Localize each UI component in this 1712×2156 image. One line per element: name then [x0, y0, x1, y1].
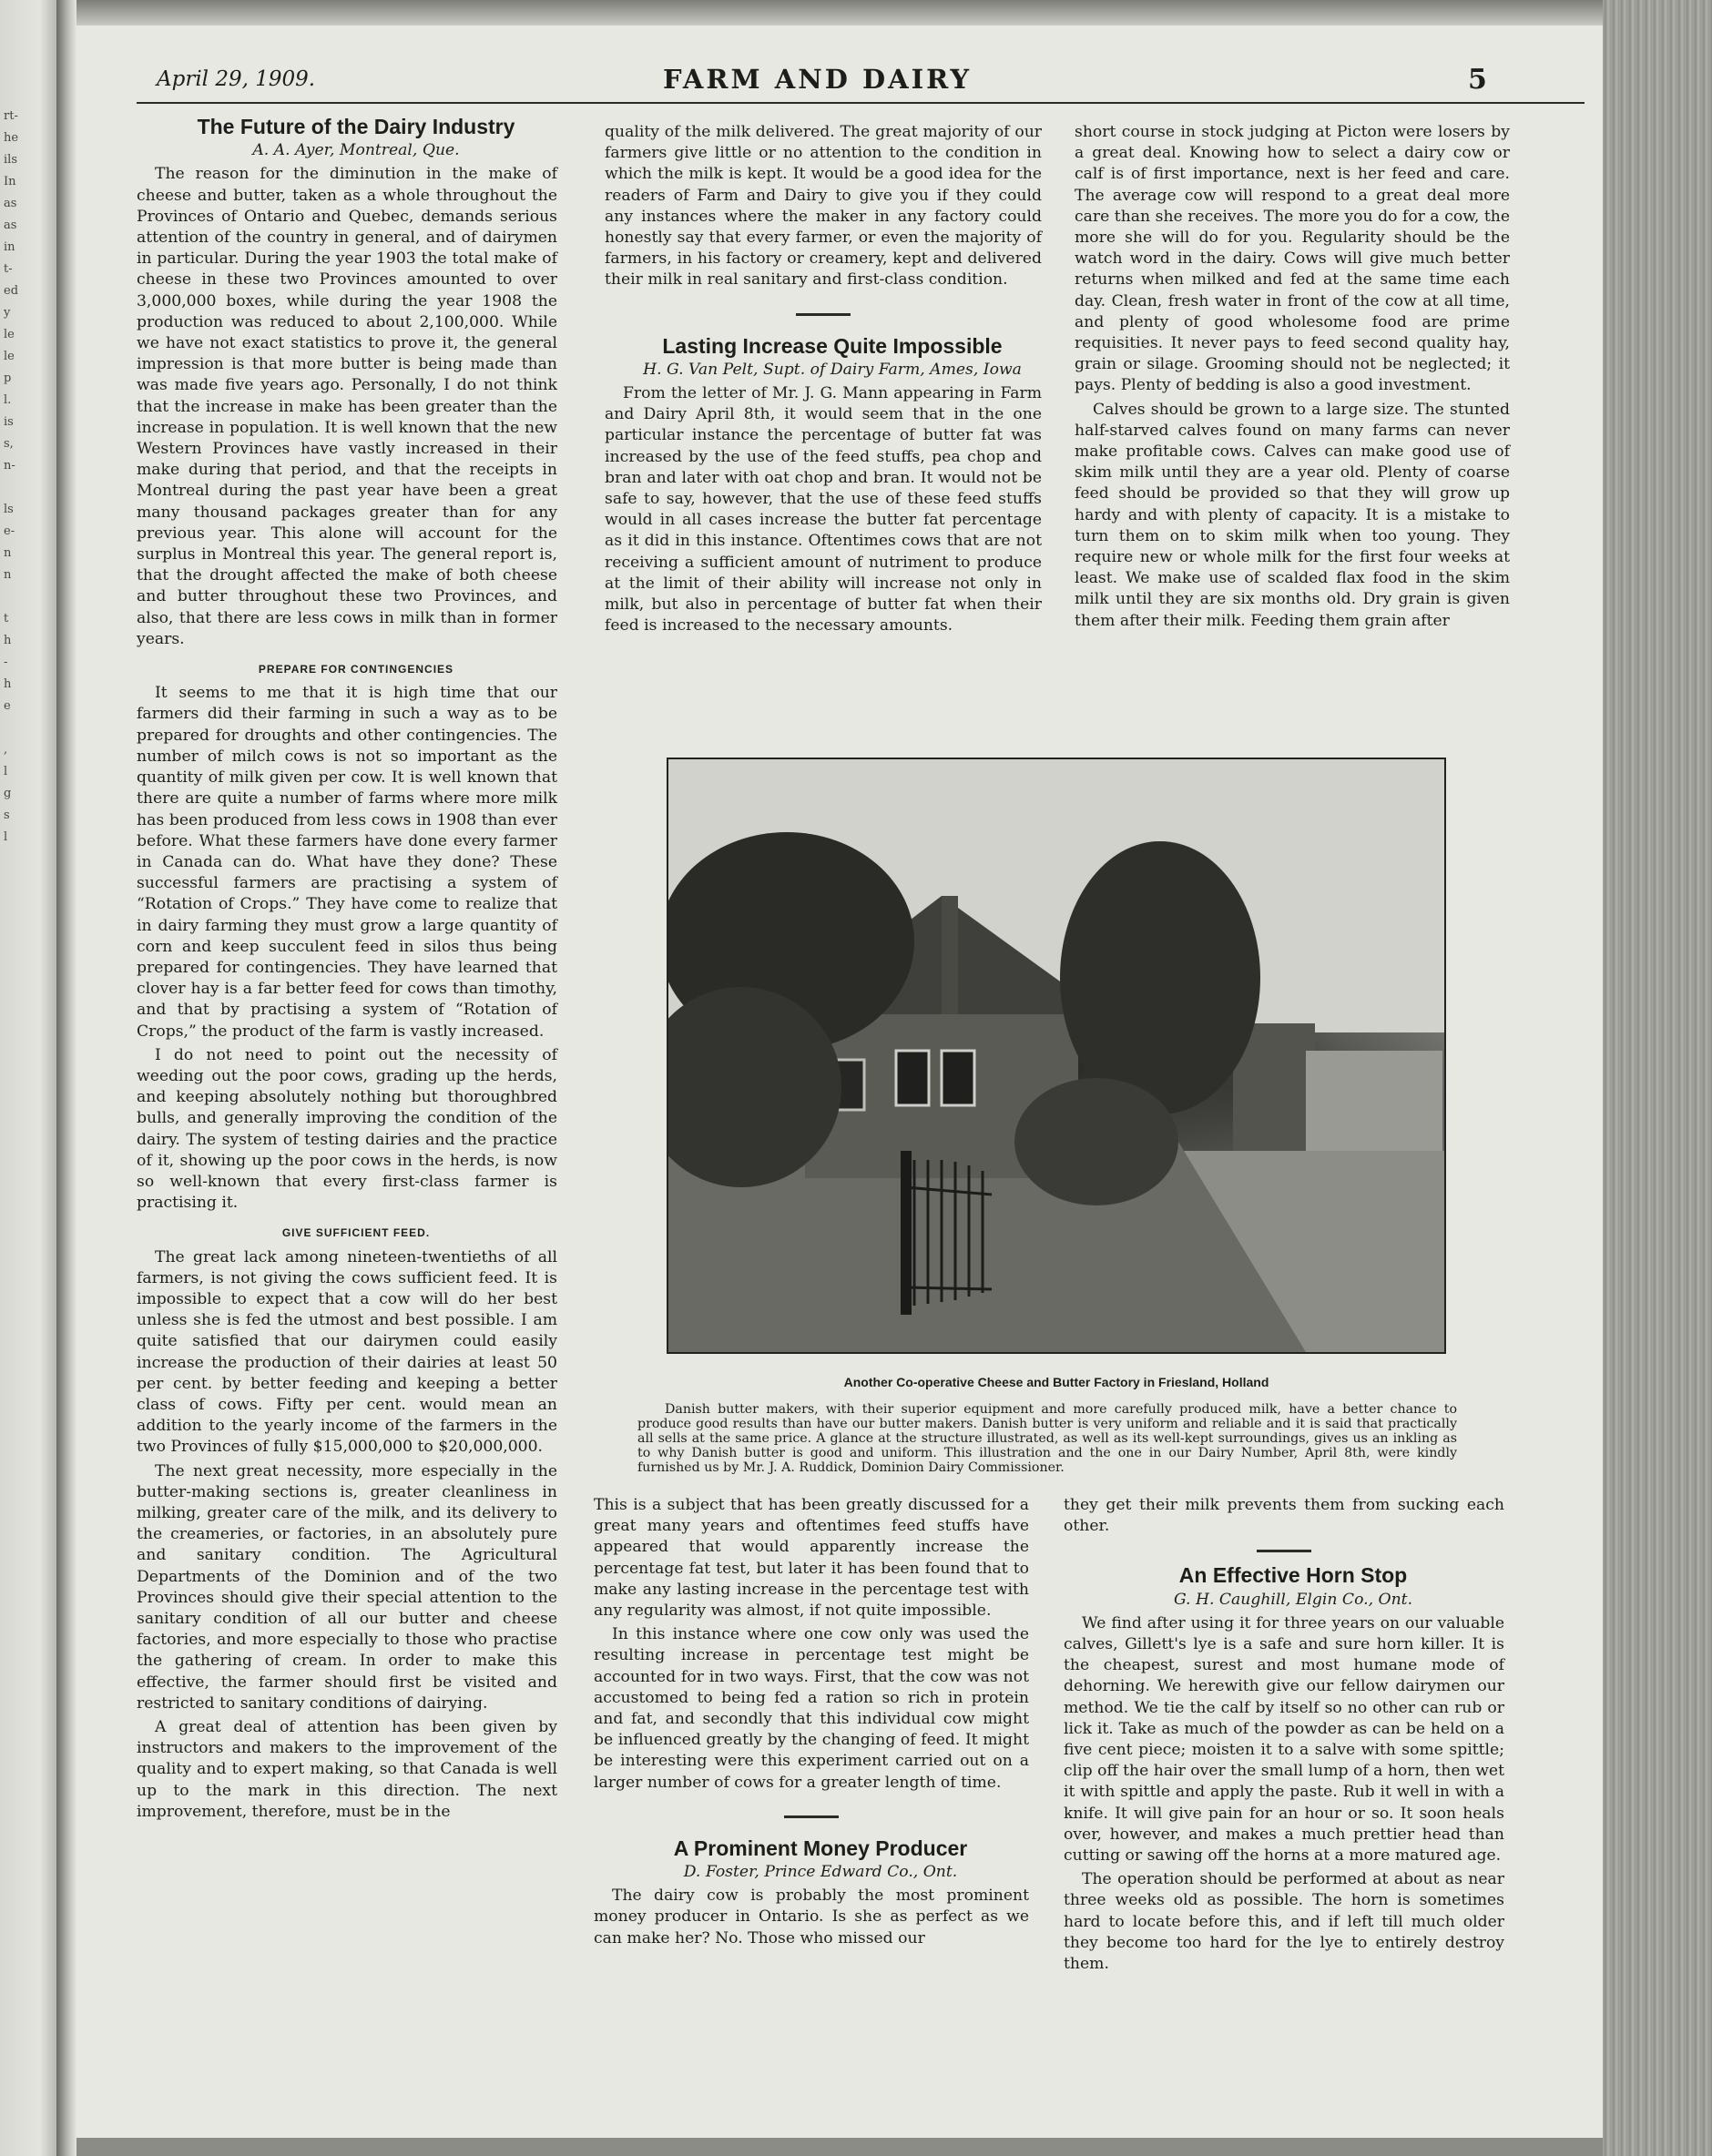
column-2-top — [605, 122, 1042, 639]
article-paragraph: We find after using it for three years on our valuable calves, Gillett's lye is a safe and sure horn killer. It is the cheapest, surest and most humane mode of dehorning. We herewith give our fellow dairymen our method. We tie the calf by itself so no other can rub or lick it. Take as much of the powder as can be held on a five cent piece; moisten it to a salve with some spittle; clip off the hair over the small lump of a horn, then wet it with spittle and apply the paste. Rub it well in with a knife. It will give pain for an hour or so. It soon heals over, however, and makes a much prettier head than cutting or sawing off the horns at a more matured age. — [1064, 1613, 1504, 1866]
column-2-bottom — [594, 1495, 1029, 1952]
article-headline: A Prominent Money Producer — [673, 1836, 968, 1860]
article-divider — [784, 1815, 839, 1818]
column-3-bottom — [1064, 1495, 1504, 1978]
adjacent-page-fragment: is — [4, 415, 14, 429]
adjacent-page-fragment: he — [4, 131, 19, 145]
adjacent-page-fragment: as — [4, 197, 17, 210]
adjacent-page-fragment: h — [4, 677, 12, 691]
adjacent-page-fragment: In — [4, 175, 16, 188]
article-divider — [796, 313, 851, 316]
adjacent-page-fragment: l — [4, 765, 8, 778]
article-paragraph: The next great necessity, more especially in the butter-making sections is, greater cleanliness in milking, greater care of the milk, and its delivery to the creameries, or factories, in an absolutely pure and sanitary condition. The Agricultural Departments of the Dominion and of the two Provinces should give their special attention to the sanitary condition of all our butter and cheese factories, and more especially to those who practise the gathering of cream. In order to make this effective, the farmer should first be visited and restricted to sanitary conditions of dairying. — [137, 1461, 557, 1713]
header-rule — [137, 102, 1585, 104]
adjacent-page-fragment: s, — [4, 437, 14, 451]
adjacent-page-fragment: s — [4, 808, 10, 822]
adjacent-page-fragment: n — [4, 568, 12, 582]
adjacent-page-fragment: ed — [4, 284, 19, 298]
article-paragraph: short course in stock judging at Picton were losers by a great deal. Knowing how to select a dairy cow or calf is of first importance, next is her feed and care. The average cow will respond to a great deal more care than she receives. The more you do for a cow, the more she will do for you. Regularity should be the watch word in the dairy. Cows will give much better returns when milked and fed at the same time each day. Clean, fresh water in front of the cow at all time, and plenty of good wholesome food are prime requisities. It never pays to feed second quality hay, grain or silage. Grooming should not be neglected; it pays. Plenty of bedding is also a good investment. — [1075, 123, 1510, 395]
article-paragraph: The reason for the diminution in the make of cheese and butter, taken as a whole throughout the Provinces of Ontario and Quebec, demands serious attention of the country in general, and of dairymen in particular. During the year 1903 the total make of cheese in these two Provinces amounted to over 3,000,000 boxes, while during the year 1908 the production was reduced to about 2,100,000. While we have not exact statistics to prove it, the general impression is that more butter is being made than was made five years ago. Personally, I do not think that the increase in make has been greater than the increase in population. It is well known that the new Western Provinces have vastly increased in their make during that period, and that the receipts in Montreal during the past year have been a great many thousand packages greater than for any previous year. This alone will account for the surplus in Montreal this year. The general report is, that the drought affected the make of both cheese and butter throughout these two Provinces, and also, that there are less cows in milk than in former years. — [137, 165, 557, 648]
article-paragraph: A great deal of attention has been given by instructors and makers to the improvement of the quality and to expert making, so that Canada is well up to the mark in this direction. The next improvement, therefore, must be in the — [137, 1718, 557, 1821]
article-paragraph: they get their milk prevents them from sucking each other. — [1064, 1496, 1504, 1536]
adjacent-page-fragment: t- — [4, 262, 13, 276]
article-paragraph: The operation should be performed at about as near three weeks old as possible. The horn is sometimes hard to locate before this, and if left till much older they become too hard for the lye to entirely destroy them. — [1064, 1870, 1504, 1974]
adjacent-page-fragment: l. — [4, 393, 12, 407]
adjacent-page-fragment: g — [4, 787, 12, 800]
adjacent-page-fragment: e — [4, 699, 11, 713]
article-byline: D. Foster, Prince Edward Co., Ont. — [683, 1863, 958, 1882]
adjacent-page-fragment: n — [4, 546, 12, 560]
adjacent-page-fragment: as — [4, 219, 17, 232]
factory-photograph — [667, 758, 1446, 1354]
issue-date: April 29, 1909. — [157, 67, 316, 91]
article-byline: H. G. Van Pelt, Supt. of Dairy Farm, Ames, Iowa — [643, 360, 1022, 379]
scan-bottom-shadow — [76, 2138, 1603, 2156]
column-3-top — [1075, 122, 1510, 635]
adjacent-page-fragment: t — [4, 612, 9, 625]
article-paragraph: quality of the milk delivered. The great majority of our farmers give little or no attention to the condition in which the milk is kept. It would be a good idea for the readers of Farm and Dairy to give you if they could any instances where the maker in any factory could honestly say that every farmer, or even the majority of farmers, in his factory or creamery, kept and delivered their milk in real sanitary and first-class condition. — [605, 123, 1042, 290]
factory-illustration — [668, 759, 1444, 1352]
column-1 — [137, 117, 557, 1825]
binding-gutter — [56, 0, 76, 2156]
adjacent-page-fragment: y — [4, 306, 11, 320]
article-paragraph: The great lack among nineteen-twentieths of all farmers, is not giving the cows sufficient feed. It is impossible to expect that a cow will do her best unless she is fed the utmost and best possible. I am quite satisfied that our dairymen could easily increase the production of their dairies at least 50 per cent. by better feeding and keeping a better class of cows. Fifty per cent. would mean an addition to the yearly income of the farmers in the two Provinces of fully $15,000,000 to $20,000,000. — [137, 1247, 557, 1457]
section-subhead: GIVE SUFFICIENT FEED. — [281, 1226, 431, 1240]
adjacent-page-fragment: p — [4, 371, 12, 385]
article-headline: The Future of the Dairy Industry — [197, 115, 515, 138]
photo-caption-body: Danish butter makers, with their superior equipment and more carefully produced milk, have a better chance to produce good results than have our butter makers. Danish butter is very uniform and reliable and it is said that practically all sells at the same price. A glance at the structure illustrated, as well as its well-kept surroundings, gives us an inkling as to why Danish butter is good and uniform. This illustration and the one in our Dairy Number, April 8th, were kindly furnished us by Mr. J. A. Ruddick, Dominion Dairy Commissioner. — [637, 1402, 1457, 1475]
adjacent-page-fragment: ls — [4, 503, 14, 516]
article-paragraph: In this instance where one cow only was used the resulting increase in percentage test might be accounted for in two ways. First, that the cow was not accustomed to being fed a ration so rich in protein and fat, and secondly that this individual cow might be influenced greatly by the changing of feed. It might be interesting were this experiment carried out on a larger number of cows for a greater length of time. — [594, 1625, 1029, 1792]
adjacent-page-fragment: l — [4, 830, 8, 844]
page-stack-edge — [1603, 0, 1712, 2156]
scan-top-shadow — [56, 0, 1603, 25]
adjacent-page-fragment: - — [4, 656, 8, 669]
publication-title: FARM AND DAIRY — [663, 64, 973, 95]
adjacent-page-fragment: le — [4, 350, 15, 363]
adjacent-page-fragment: ils — [4, 153, 17, 167]
adjacent-page-strip — [0, 0, 56, 2156]
adjacent-page-fragment: n- — [4, 459, 15, 473]
section-subhead: PREPARE FOR CONTINGENCIES — [258, 663, 454, 676]
article-headline: Lasting Increase Quite Impossible — [662, 333, 1003, 358]
article-paragraph: This is a subject that has been greatly discussed for a great many years and oftentimes feed stuffs have appeared that would apparently increase the percentage fat test, but later it has been found that to make any lasting increase in the percentage test with any regularity was almost, if not quite impossible. — [594, 1496, 1029, 1621]
adjacent-page-fragment: le — [4, 328, 15, 341]
adjacent-page-fragment: e- — [4, 524, 15, 538]
adjacent-page-fragment: rt- — [4, 109, 18, 123]
article-paragraph: From the letter of Mr. J. G. Mann appearing in Farm and Dairy April 8th, it would seem that in the one particular instance the percentage of butter fat was increased by the use of the feed stuffs, pea chop and bran and later with oat chop and bran. It would not be safe to say, however, that the use of these feed stuffs would in all cases increase the butter fat percentage as it did in this instance. Oftentimes cows that are not receiving a sufficient amount of nutriment to produce at the limit of their ability will increase not only in milk, but also in percentage of butter fat when their feed is increased to the necessary amounts. — [605, 384, 1042, 636]
page-number: 5 — [1468, 64, 1487, 96]
adjacent-page-fragment: in — [4, 240, 15, 254]
article-paragraph: I do not need to point out the necessity of weeding out the poor cows, grading up the herds, and keeping absolutely nothing but thoroughbred bulls, and generally improving the condition of the dairy. The system of testing dairies and the practice of it, showing up the poor cows in the herds, is now so well-known that every first-class farmer is practising it. — [137, 1045, 557, 1213]
article-paragraph: The dairy cow is probably the most prominent money producer in Ontario. Is she as perfect as we can make her? No. Those who missed our — [594, 1886, 1029, 1948]
article-byline: G. H. Caughill, Elgin Co., Ont. — [1173, 1590, 1413, 1609]
adjacent-page-fragment: , — [4, 743, 8, 757]
photo-caption-title: Another Co-operative Cheese and Butter Factory in Friesland, Holland — [843, 1375, 1269, 1389]
article-divider — [1257, 1550, 1311, 1552]
article-paragraph: Calves should be grown to a large size. The stunted half-starved calves found on many farms can never make profitable cows. Calves can make good use of skim milk until they are a year old. Plenty of coarse feed should be provided so that they will grow up hardy and with plenty of capacity. It is a mistake to turn them on to skim milk when too young. They require new or whole milk for the first four weeks at least. We make use of scalded flax food in the skim milk until they are six months old. Dry grain is given them after their milk. Feeding them grain after — [1075, 400, 1510, 630]
running-head — [0, 64, 1712, 100]
article-paragraph: It seems to me that it is high time that our farmers did their farming in such a way as to be prepared for droughts and other contingencies. The number of milch cows is not so important as the quantity of milk given per cow. It is well known that there are quite a number of farms where more milk has been produced from less cows in 1908 than ever before. What these farmers have done every farmer in Canada can do. What have they done? These successful farmers are practising a system of “Rotation of Crops.” They have come to realize that in dairy farming they must grow a large quantity of corn and keep succulent feed in silos thus being prepared for contingencies. They have learned that clover hay is a far better feed for cows than timothy, and that by practising a system of “Rotation of Crops,” the product of the farm is vastly increased. — [137, 684, 557, 1041]
article-headline: An Effective Horn Stop — [1178, 1563, 1408, 1588]
article-byline: A. A. Ayer, Montreal, Que. — [252, 141, 460, 160]
adjacent-page-fragment: h — [4, 634, 12, 647]
